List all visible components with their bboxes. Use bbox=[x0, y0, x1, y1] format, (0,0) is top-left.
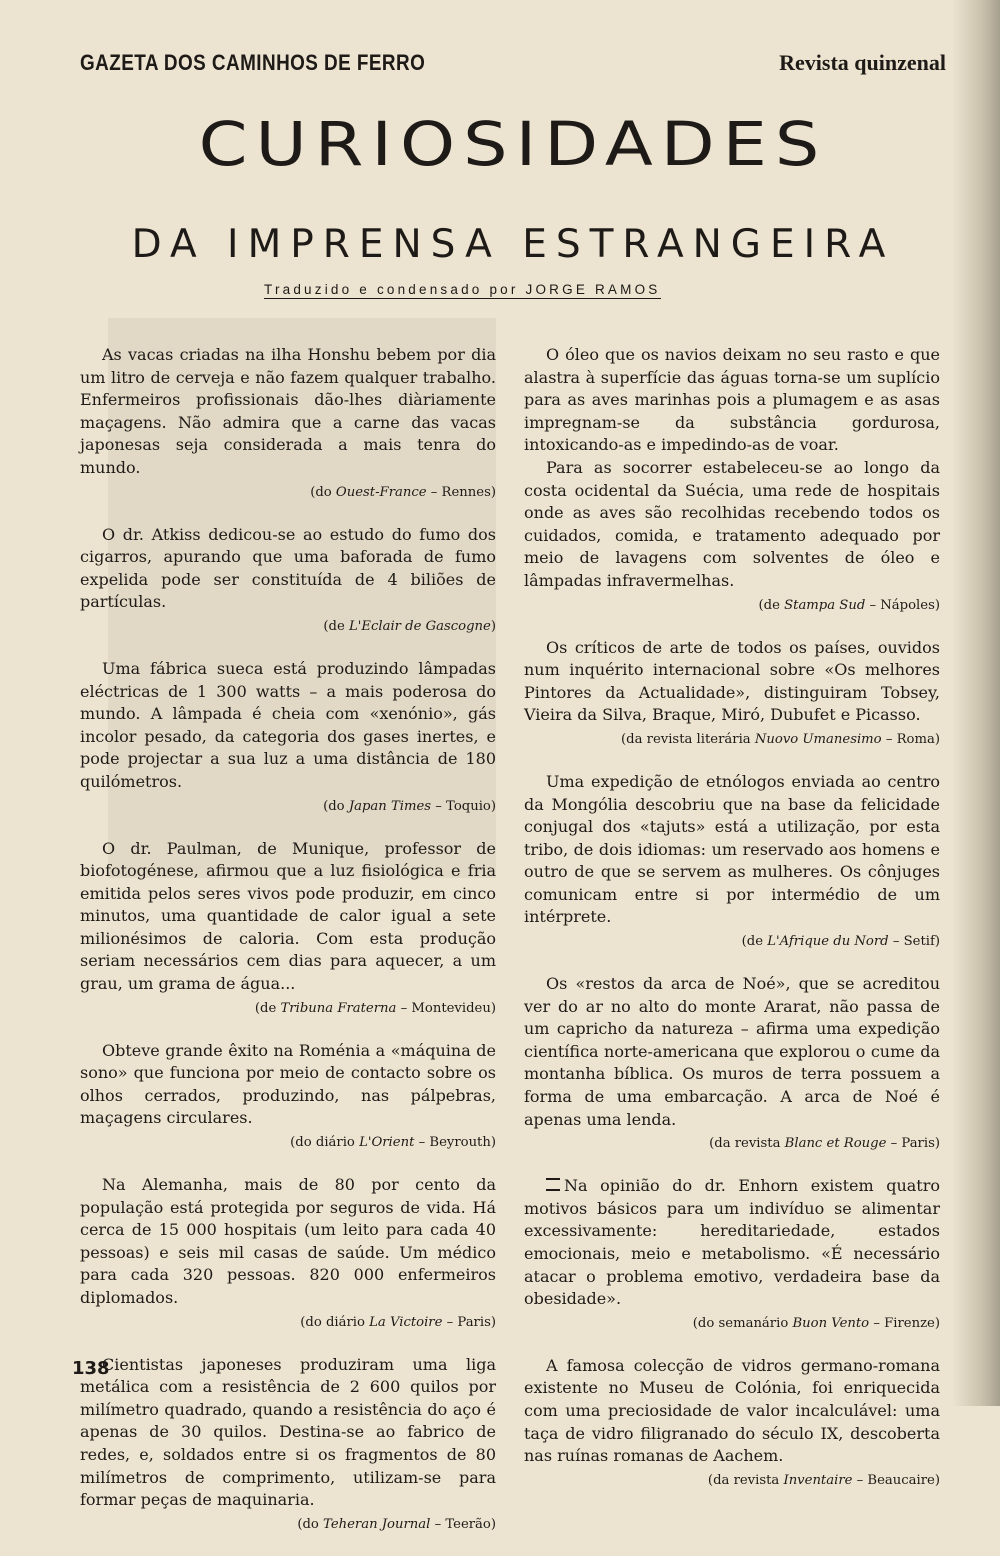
page-subtitle: DA IMPRENSA ESTRANGEIRA bbox=[131, 222, 895, 267]
news-source: (do Teheran Journal – Teerão) bbox=[297, 1516, 496, 1532]
news-item bbox=[80, 344, 496, 503]
news-item bbox=[80, 658, 496, 817]
news-source: (do Ouest-France – Rennes) bbox=[310, 484, 496, 500]
news-text: A famosa colecção de vidros germano-romana existente no Museu de Colónia, foi enriquecida com uma preciosidade de valor incalculável: uma taça de vidro filigranado do século IX, descoberta nas ruínas romanas de Aachem. bbox=[524, 1355, 940, 1466]
news-source: (do diário La Victoire – Paris) bbox=[300, 1314, 496, 1330]
news-item bbox=[80, 1040, 496, 1153]
news-item bbox=[524, 637, 940, 750]
news-source: (do diário L'Orient – Beyrouth) bbox=[290, 1135, 496, 1151]
translator-credit bbox=[264, 282, 661, 299]
news-text: Os «restos da arca de Noé», que se acreditou ver do ar no alto do monte Ararat, não passa de um capricho da natureza – afirma uma expedição científica norte-americana que explorou o cume da montanha bíblica. Os muros de terra possuem a forma de uma embarcação. A arca de Noé é apenas uma lenda. bbox=[524, 974, 940, 1129]
news-text: Para as socorrer estabeleceu-se ao longo da costa ocidental da Suécia, uma rede de hospitais onde as aves são recolhidas recebendo todos os cuidados, comida, e tratamento adequado por meio de lavagens com solventes de óleo e lâmpadas infravermelhas. bbox=[524, 457, 940, 590]
news-text: Os críticos de arte de todos os países, ouvidos num inquérito internacional sobre «Os melhores Pintores da Actualidade», distinguiram Tobsey, Vieira da Silva, Braque, Miró, Dubufet e Picasso. bbox=[524, 637, 940, 725]
news-text: As vacas criadas na ilha Honshu bebem por dia um litro de cerveja e não fazem qualquer trabalho. Enfermeiros profissionais dão-lhes diàriamente maçagens. Não admira que a carne das vacas japonesas seja considerada a mais tenra do mundo. bbox=[80, 345, 496, 477]
news-text: O dr. Atkiss dedicou-se ao estudo do fumo dos cigarros, apurando que uma baforada de fumo expelida pode ser constituída de 4 biliões de partículas. bbox=[80, 524, 496, 612]
news-item bbox=[524, 973, 940, 1154]
right-column bbox=[524, 344, 940, 1512]
flag-icon bbox=[546, 1178, 560, 1191]
news-source: (da revista literária Nuovo Umanesimo – Roma) bbox=[621, 731, 940, 747]
news-text: Uma fábrica sueca está produzindo lâmpadas eléctricas de 1 300 watts – a mais poderosa do mundo. A lâmpada é cheia com «xenónio», gás incolor pesado, da categoria dos gases inertes, e pode projectar a sua luz a uma distância de 180 quilómetros. bbox=[80, 658, 496, 791]
news-source: (de L'Afrique du Nord – Setif) bbox=[741, 934, 940, 950]
news-source: (de Tribuna Fraterna – Montevideu) bbox=[254, 1000, 496, 1016]
news-text: Na opinião do dr. Enhorn existem quatro motivos básicos para um indivíduo se alimentar excessivamente: hereditariedade, estados emocionais, meio e metabolismo. «É necessário atacar o problema emotivo, verdadeira base da obesidade». bbox=[524, 1176, 940, 1309]
news-item bbox=[80, 1354, 496, 1535]
publication-name: GAZETA DOS CAMINHOS DE FERRO bbox=[80, 50, 426, 75]
news-source: (do Japan Times – Toquio) bbox=[323, 798, 496, 814]
credit-prefix: Traduzido e condensado por bbox=[264, 282, 519, 297]
news-text: Na Alemanha, mais de 80 por cento da população está protegida por seguros de vida. Há cerca de 15 000 hospitais (um leito para cada 40 pessoas) e seis mil casas de saúde. Um médico para cada 320 pessoas. 820 000 enfermeiros diplomados. bbox=[80, 1175, 496, 1307]
news-source: (da revista Inventaire – Beaucaire) bbox=[707, 1472, 940, 1488]
page-edge-shadow bbox=[952, 0, 1000, 1406]
news-source: (da revista Blanc et Rouge – Paris) bbox=[709, 1136, 940, 1152]
publication-frequency: Revista quinzenal bbox=[779, 50, 946, 75]
credit-name: JORGE RAMOS bbox=[525, 282, 661, 297]
news-source: (do semanário Buon Vento – Firenze) bbox=[692, 1315, 940, 1331]
news-item bbox=[524, 1355, 940, 1491]
news-source: (de L'Eclair de Gascogne) bbox=[323, 618, 496, 634]
news-item bbox=[80, 838, 496, 1019]
news-item bbox=[524, 771, 940, 952]
news-source: (de Stampa Sud – Nápoles) bbox=[758, 597, 940, 613]
news-item bbox=[80, 1174, 496, 1333]
page-number: 138 bbox=[72, 1358, 110, 1379]
news-item bbox=[524, 344, 940, 616]
news-item bbox=[524, 1175, 940, 1334]
news-text: Obteve grande êxito na Roménia a «máquina de sono» que funciona por meio de contacto sobre os olhos cerrados, produzindo, nas pálpebras, maçagens circulares. bbox=[80, 1040, 496, 1128]
page-title: CURIOSIDADES bbox=[198, 109, 828, 180]
news-text: O dr. Paulman, de Munique, professor de biofotogénese, afirmou que a luz fisiológica e fria emitida pelos seres vivos pode produzir, em cinco minutos, uma quantidade de calor igual a sete milionésimos de caloria. Com esta produção seriam necessários cem dias para aquecer, a um grau, um grama de água... bbox=[80, 838, 496, 994]
news-text: Uma expedição de etnólogos enviada ao centro da Mongólia descobriu que na base da felicidade conjugal dos «tajuts» está a utilização, por esta tribo, de dois idiomas: um reservado aos homens e outro de que se servem as mulheres. Os cônjuges comunicam entre si por intermédio de um intérprete. bbox=[524, 771, 940, 927]
news-text: Cientistas japoneses produziram uma liga metálica com a resistência de 2 600 quilos por milímetro quadrado, quando a resistência do aço é apenas de 30 quilos. Destina-se ao fabrico de redes, e, soldados entre si os fragmentos de 80 milímetros de comprimento, utilizam-se para formar peças de maquinaria. bbox=[80, 1354, 496, 1510]
left-column bbox=[80, 344, 496, 1556]
news-item bbox=[80, 524, 496, 637]
news-text: O óleo que os navios deixam no seu rasto e que alastra à superfície das águas torna-se um suplício para as aves marinhas pois a plumagem e as asas impregnam-se da substância gordurosa, intoxicando-as e impedindo-as de voar. bbox=[524, 345, 940, 455]
